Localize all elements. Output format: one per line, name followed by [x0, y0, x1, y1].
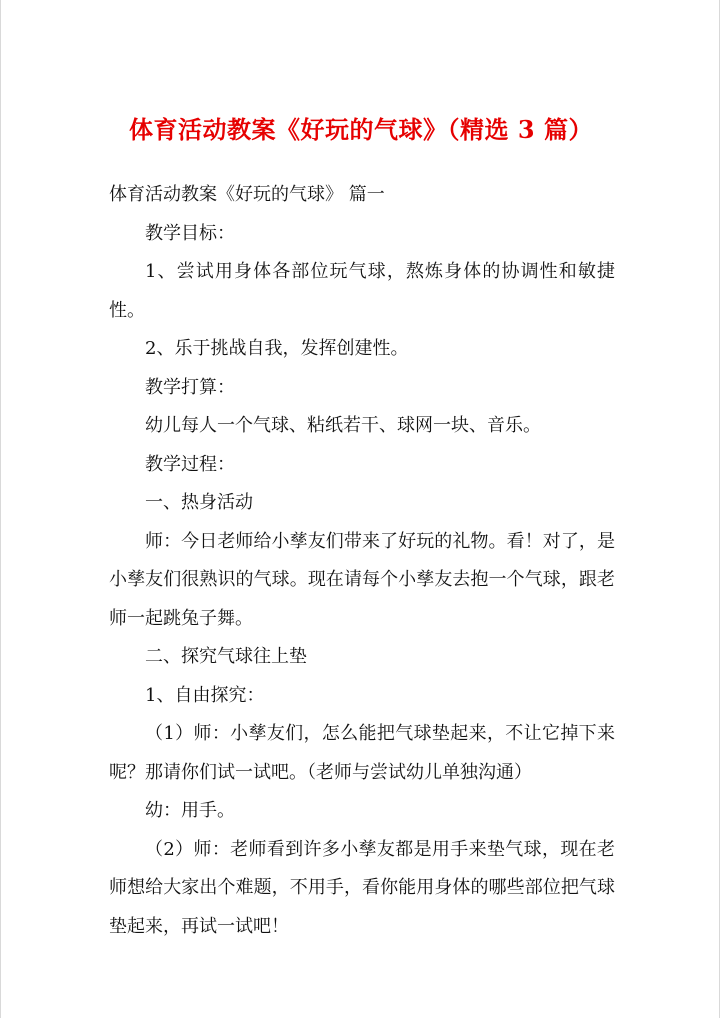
- document-title: 体育活动教案《好玩的气球》（精选 3 篇）: [129, 115, 593, 144]
- paragraph: 师：今日老师给小孳友们带来了好玩的礼物。看！对了，是小孳友们很熟识的气球。现在请每个小孳友去抱一个气球，跟老师一起跳兔子舞。: [109, 530, 615, 629]
- paragraph: 1、尝试用身体各部位玩气球，熬炼身体的协调性和敏捷性。: [109, 261, 615, 321]
- paragraph: 二、探究气球往上垫: [145, 646, 307, 667]
- section-heading: 体育活动教案《好玩的气球》 篇一: [109, 184, 385, 205]
- paragraph: 幼：用手。: [145, 800, 235, 821]
- paragraph: 一、热身活动: [145, 492, 253, 513]
- paragraph: （1）师：小孳友们，怎么能把气球垫起来，不让它掉下来呢？那请你们试一试吧。（老师与尝试幼儿单独沟通）: [109, 723, 615, 783]
- paragraph: 2、乐于挑战自我，发挥创建性。: [145, 338, 409, 359]
- paragraph: 教学目标：: [145, 222, 235, 244]
- document-body: [109, 176, 615, 946]
- paragraph: 教学过程：: [145, 453, 235, 475]
- paragraph: 1、自由探究：: [145, 684, 265, 706]
- paragraph: （2）师：老师看到许多小孳友都是用手来垫气球，现在老师想给大家出个难题，不用手，看你能用身体的哪些部位把气球垫起来，再试一试吧！: [109, 838, 615, 937]
- paragraph: 教学打算：: [145, 376, 235, 398]
- paragraph: 幼儿每人一个气球、粘纸若干、球网一块、音乐。: [145, 415, 541, 436]
